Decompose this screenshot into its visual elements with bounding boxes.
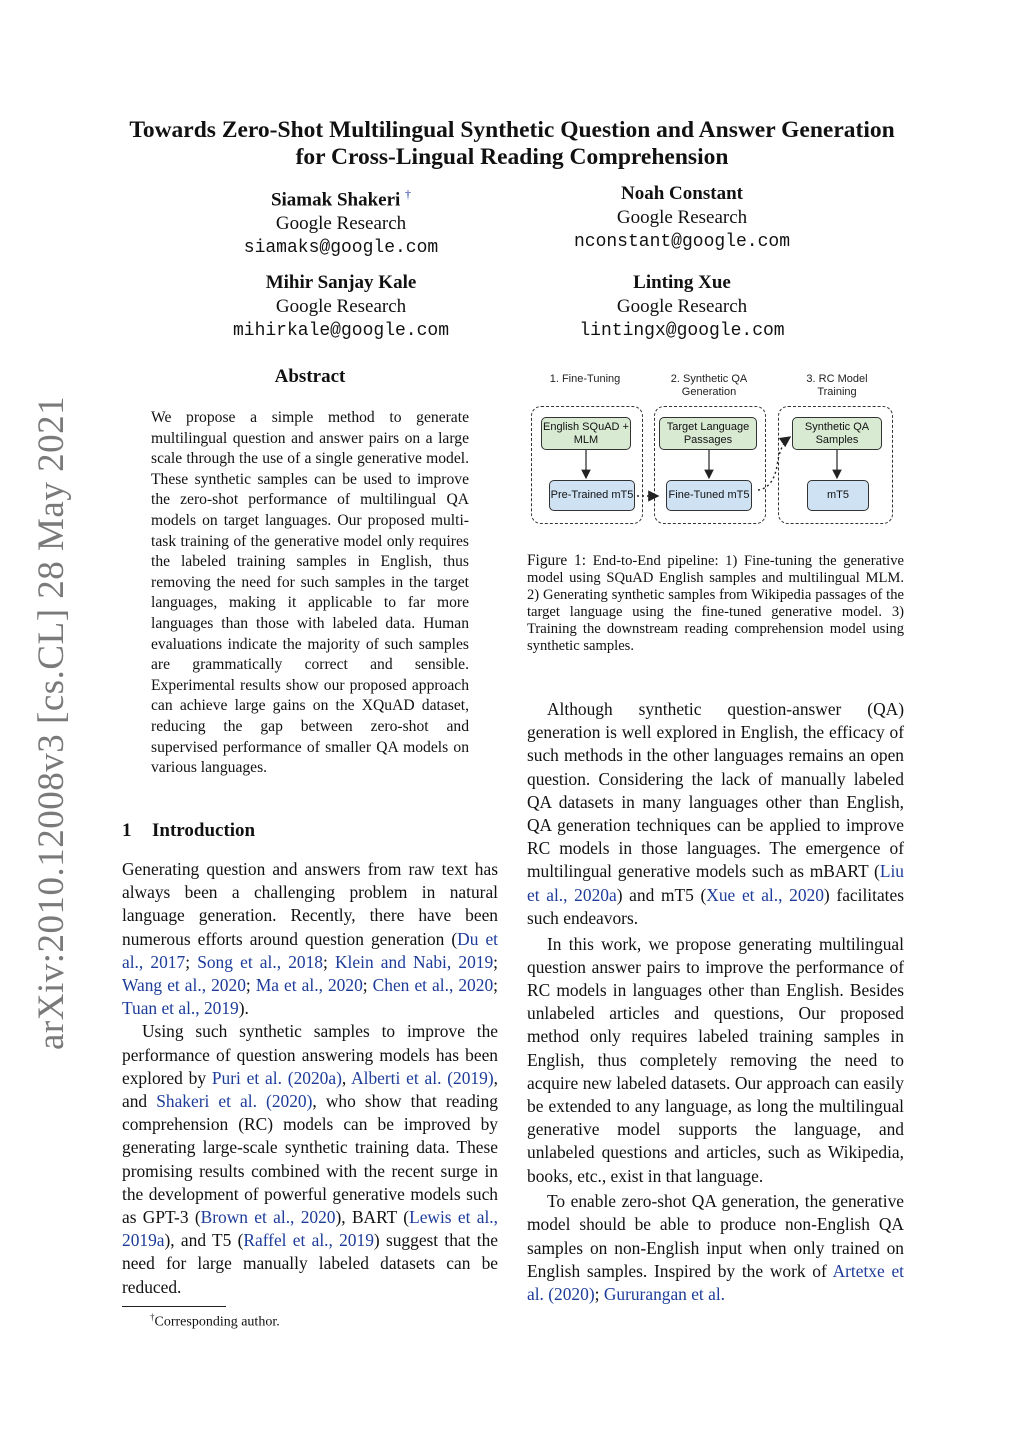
footnote-divider — [122, 1306, 226, 1307]
paragraph — [122, 858, 498, 1020]
footnote-text: Corresponding author. — [154, 1314, 280, 1330]
text-run: ) and mT5 ( — [616, 884, 707, 905]
citation-link[interactable]: Tuan et al., 2019 — [122, 998, 239, 1019]
footnote — [150, 1312, 280, 1331]
citation-link[interactable]: Puri et al. (2020a) — [211, 1067, 342, 1088]
abstract-heading: Abstract — [274, 366, 346, 387]
citation-link[interactable]: Gururangan et al. — [603, 1284, 726, 1305]
figure-caption — [527, 552, 904, 655]
stage-label-qa-generation: 2. Synthetic QA Generation — [670, 373, 748, 398]
arxiv-identifier: arXiv:2010.12008v3 [cs.CL] 28 May 2021 — [31, 395, 72, 1050]
box-finetuned-mt5: Fine-Tuned mT5 — [666, 480, 752, 511]
pipeline-figure — [527, 370, 904, 530]
author-affiliation: Google Research — [275, 296, 407, 317]
paragraph — [527, 933, 904, 1188]
stage-label-fine-tuning: 1. Fine-Tuning — [549, 373, 621, 385]
corresponding-mark: † — [405, 187, 412, 201]
text-run: ; — [323, 951, 335, 972]
text-run: , and — [122, 1067, 498, 1112]
caption-text: End-to-End pipeline: 1) Fine-tuning the generative model using SQuAD English samples and multilingual MLM. 2) Generating synthetic samples from Wikipedia passages of the target language using the fine-tuned generative model. 3) Training the downstream reading comprehension model using synthetic samples. — [527, 553, 904, 654]
author-block — [161, 182, 521, 260]
citation-link[interactable]: Raffel et al., 2019 — [243, 1230, 374, 1251]
paragraph — [527, 1190, 904, 1306]
author-email[interactable]: lintingx@google.com — [579, 321, 785, 341]
text-run: ; — [493, 975, 498, 996]
box-mt5: mT5 — [807, 480, 869, 511]
text-run: ; — [493, 951, 498, 972]
author-affiliation: Google Research — [275, 213, 407, 235]
author-block — [502, 182, 862, 254]
stage-label-rc-training: 3. RC Model Training — [806, 373, 868, 398]
citation-link[interactable]: Klein and Nabi, 2019 — [335, 951, 494, 972]
box-english-squad: English SQuAD + MLM — [541, 417, 631, 450]
section-number: 1 — [122, 820, 132, 841]
text-run: ; — [185, 951, 198, 972]
paper-title: Towards Zero-Shot Multilingual Synthetic Question and Answer Generation for Cross-Lingual Reading Comprehension — [129, 117, 895, 170]
citation-link[interactable]: Ma et al., 2020 — [255, 975, 363, 996]
box-target-passages: Target Language Passages — [659, 417, 757, 450]
text-run: Generating question and answers from raw text has always been a challenging problem in natural language generation. Recently, there have been numerous efforts around question generation ( — [122, 859, 498, 949]
right-column-body — [527, 698, 904, 1306]
arrow-finetuned-to-samples — [758, 437, 790, 490]
citation-link[interactable]: Song et al., 2018 — [197, 951, 323, 972]
citation-link[interactable]: Du et al., 2017 — [122, 928, 498, 972]
text-run: , who show that reading comprehension (RC) models can be improved by generating large-scale synthetic training data. These promising results combined with the recent surge in the development of powerful generative models such as GPT-3 ( — [122, 1091, 498, 1228]
citation-link[interactable]: Wang et al., 2020 — [122, 975, 246, 996]
author-name: Noah Constant — [621, 183, 743, 204]
paragraph — [122, 1020, 498, 1298]
paragraph — [527, 698, 904, 930]
author-affiliation: Google Research — [616, 296, 748, 317]
text-run: To enable zero-shot QA generation, the generative model should be able to produce non-English QA samples on non-English input when only trained on English samples. Inspired by the work of — [527, 1191, 904, 1281]
author-email[interactable]: nconstant@google.com — [573, 232, 791, 252]
introduction-body — [122, 858, 498, 1299]
text-run: ), BART ( — [335, 1207, 410, 1228]
author-name: Linting Xue — [633, 272, 731, 293]
section-title: Introduction — [152, 820, 256, 841]
box-synthetic-samples: Synthetic QA Samples — [792, 417, 882, 450]
footnote-mark: † — [150, 1312, 155, 1322]
author-block — [161, 271, 521, 343]
text-run: ), and T5 ( — [164, 1230, 244, 1251]
text-run: ; — [362, 975, 373, 996]
figure-label: Figure 1: — [527, 552, 587, 569]
citation-link[interactable]: Xue et al., 2020 — [706, 884, 824, 905]
text-run: ) suggest that the need for large manually labeled datasets can be reduced. — [122, 1230, 498, 1297]
author-block — [502, 271, 862, 343]
text-run: ; — [594, 1284, 604, 1305]
citation-link[interactable]: Shakeri et al. (2020) — [156, 1091, 313, 1112]
text-run: , — [341, 1067, 352, 1088]
section-heading-introduction — [122, 820, 255, 842]
citation-link[interactable]: Lewis et al., 2019a — [122, 1207, 498, 1251]
abstract-text: We propose a simple method to generate multilingual question and answer pairs on a large scale through the use of a single generative model. These synthetic samples can be used to improve the zero-shot performance of multilingual QA models on target languages. Our proposed multi-task training of the generative model only requires the labeled training samples in English, thus removing the need for such samples in the target languages, making it applicable to far more languages than those with labeled data. Human evaluations indicate the majority of such samples are grammatically correct and sensible. Experimental results show our proposed approach can achieve large gains on the XQuAD dataset, reducing the gap between zero-shot and supervised performance of smaller QA models on various languages. — [151, 409, 469, 777]
author-name: Siamak Shakeri † — [270, 187, 412, 211]
citation-link[interactable]: Alberti et al. (2019) — [351, 1067, 494, 1088]
text-run: Using such synthetic samples to improve the performance of question answering models has been explored by — [122, 1021, 498, 1088]
text-run: ) facilitates such endeavors. — [527, 884, 904, 928]
text-run: Although synthetic question-answer (QA) generation is well explored in English, the efficacy of such methods in the other languages remains an open question. Considering the lack of manually labeled QA datasets in many languages other than English, QA generation techniques can be applied to improve RC models in those languages. The emergence of multilingual generative models such as mBART ( — [527, 699, 904, 882]
author-affiliation: Google Research — [616, 207, 748, 228]
text-run: ). — [238, 998, 249, 1019]
text-run: In this work, we propose generating multilingual question answer pairs to improve the performance of RC models in languages other than English. Besides unlabeled articles and questions, Our proposed method only requires labeled training samples in English, thus completely removing the need to acquire new labeled datasets. Our approach can easily be extended to any language, as long the multilingual generative model supports the language, and unlabeled questions and articles, such as Wikipedia, books, etc., exist in that language. — [527, 933, 904, 1186]
citation-link[interactable]: Liu et al., 2020a — [527, 861, 904, 905]
author-name: Mihir Sanjay Kale — [265, 272, 417, 293]
author-email[interactable]: mihirkale@google.com — [232, 321, 450, 341]
citation-link[interactable]: Artetxe et al. (2020) — [527, 1260, 904, 1305]
box-pretrained-mt5: Pre-Trained mT5 — [549, 480, 635, 511]
citation-link[interactable]: Chen et al., 2020 — [372, 975, 494, 996]
author-email[interactable]: siamaks@google.com — [243, 238, 439, 259]
citation-link[interactable]: Brown et al., 2020 — [200, 1207, 336, 1228]
text-run: ; — [245, 975, 256, 996]
